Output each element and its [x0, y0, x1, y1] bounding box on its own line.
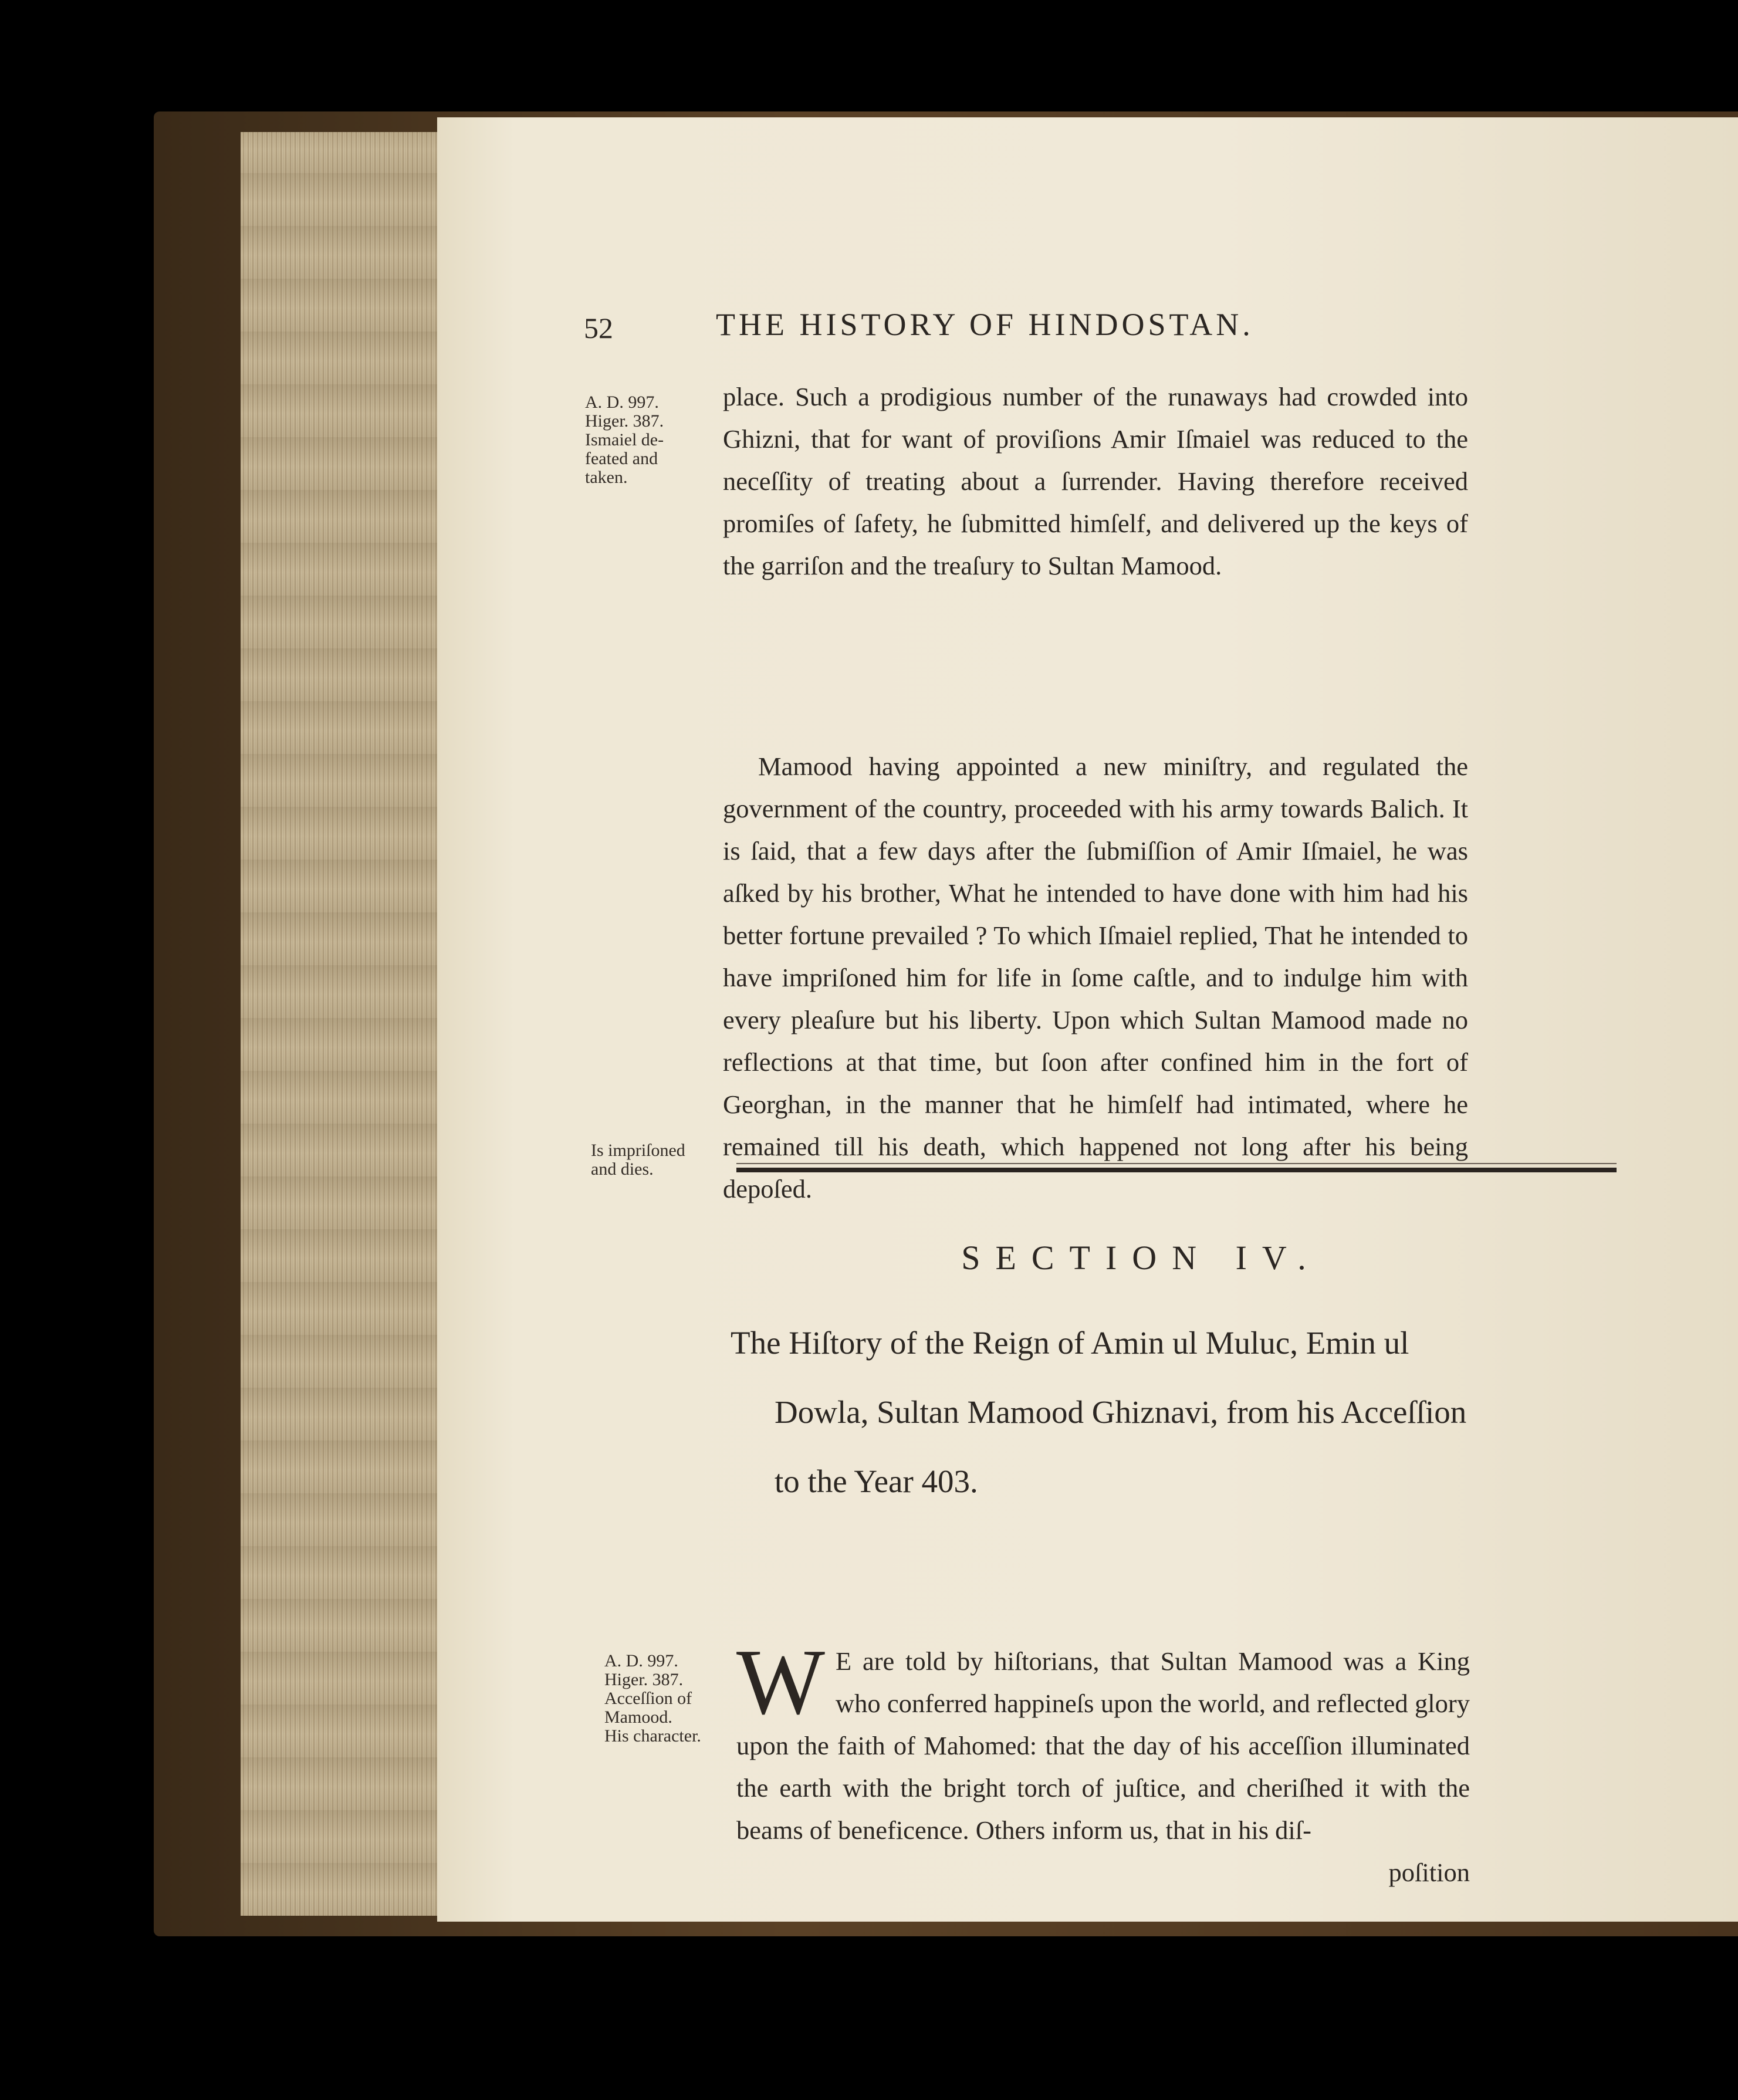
margin-note-line: Higer. 387.: [585, 411, 664, 431]
section-title-line: The Hiſtory of the Reign of Amin ul Muluc, Emin ul: [731, 1325, 1409, 1361]
section-rule-thin: [736, 1163, 1617, 1164]
paragraph-text: E are told by hiſtorians, that Sultan Mamood was a King who conferred happineſs upon the world, and reflected glory upon the faith of Mahomed: that the day of his acceſſion illuminated the earth with the bright torch of juſtice, and cheriſhed it with the beams of beneficence. Others inform us, that in his diſ-: [736, 1646, 1470, 1845]
paragraph-text: place. Such a prodigious number of the runaways had crowded into Ghizni, that for want of proviſions Amir Iſmaiel was reduced to the neceſſity of treating about a ſurrender. Having therefore received promiſes of ſafety, he ſubmitted himſelf, and delivered up the keys of the garriſon and the treaſury to Sultan Mamood.: [723, 382, 1468, 580]
margin-note-defeat: [585, 393, 720, 487]
margin-note-line: taken.: [585, 468, 628, 487]
paragraph-surrender: [723, 376, 1468, 587]
section-heading: SECTION IV.: [961, 1239, 1321, 1277]
margin-note-line: A. D. 997.: [585, 393, 659, 412]
catchword: poſition: [1388, 1858, 1470, 1887]
section-title-line: to the Year 403.: [775, 1463, 978, 1499]
margin-note-line: Is impriſoned: [591, 1141, 685, 1160]
paragraph-imprisonment: [723, 745, 1468, 1210]
section-title: [731, 1308, 1482, 1516]
margin-note-line: feated and: [585, 449, 658, 468]
margin-note-line: A. D. 997.: [604, 1651, 678, 1670]
paragraph-character: [736, 1629, 1470, 1893]
page-edges-shade: [241, 132, 440, 1916]
margin-note-imprisoned: [591, 1141, 732, 1179]
section-rule: [736, 1168, 1617, 1172]
margin-note-accession: [604, 1652, 751, 1746]
drop-cap: W: [736, 1629, 826, 1734]
margin-note-line: and dies.: [591, 1159, 654, 1179]
paragraph-text: Mamood having appointed a new miniſtry, and regulated the government of the country, proceeded with his army towards Balich. It is ſaid, that a few days after the ſubmiſſion of Amir Iſmaiel, he was aſked by his brother, What he intended to have done with him had his better fortune prevailed ? To which Iſmaiel replied, That he intended to have impriſoned him for life in ſome caſtle, and to indulge him with every pleaſure but his liberty. Upon which Sultan Mamood made no reflections at that time, but ſoon after confined him in the fort of Georghan, in the manner that he himſelf had intimated, where he remained till his death, which happened not long after his being depoſed.: [723, 752, 1468, 1203]
page-number: 52: [584, 312, 613, 344]
page: [437, 117, 1738, 1922]
margin-note-line: Higer. 387.: [604, 1670, 684, 1689]
running-head: [584, 307, 1464, 352]
running-title: THE HISTORY OF HINDOSTAN.: [716, 307, 1254, 342]
margin-note-line: His character.: [604, 1726, 701, 1746]
margin-note-line: Ismaiel de-: [585, 430, 664, 449]
margin-note-line: Mamood.: [604, 1707, 672, 1727]
section-title-line: Dowla, Sultan Mamood Ghiznavi, from his Acceſſion: [775, 1394, 1467, 1430]
margin-note-line: Acceſſion of: [604, 1689, 692, 1708]
